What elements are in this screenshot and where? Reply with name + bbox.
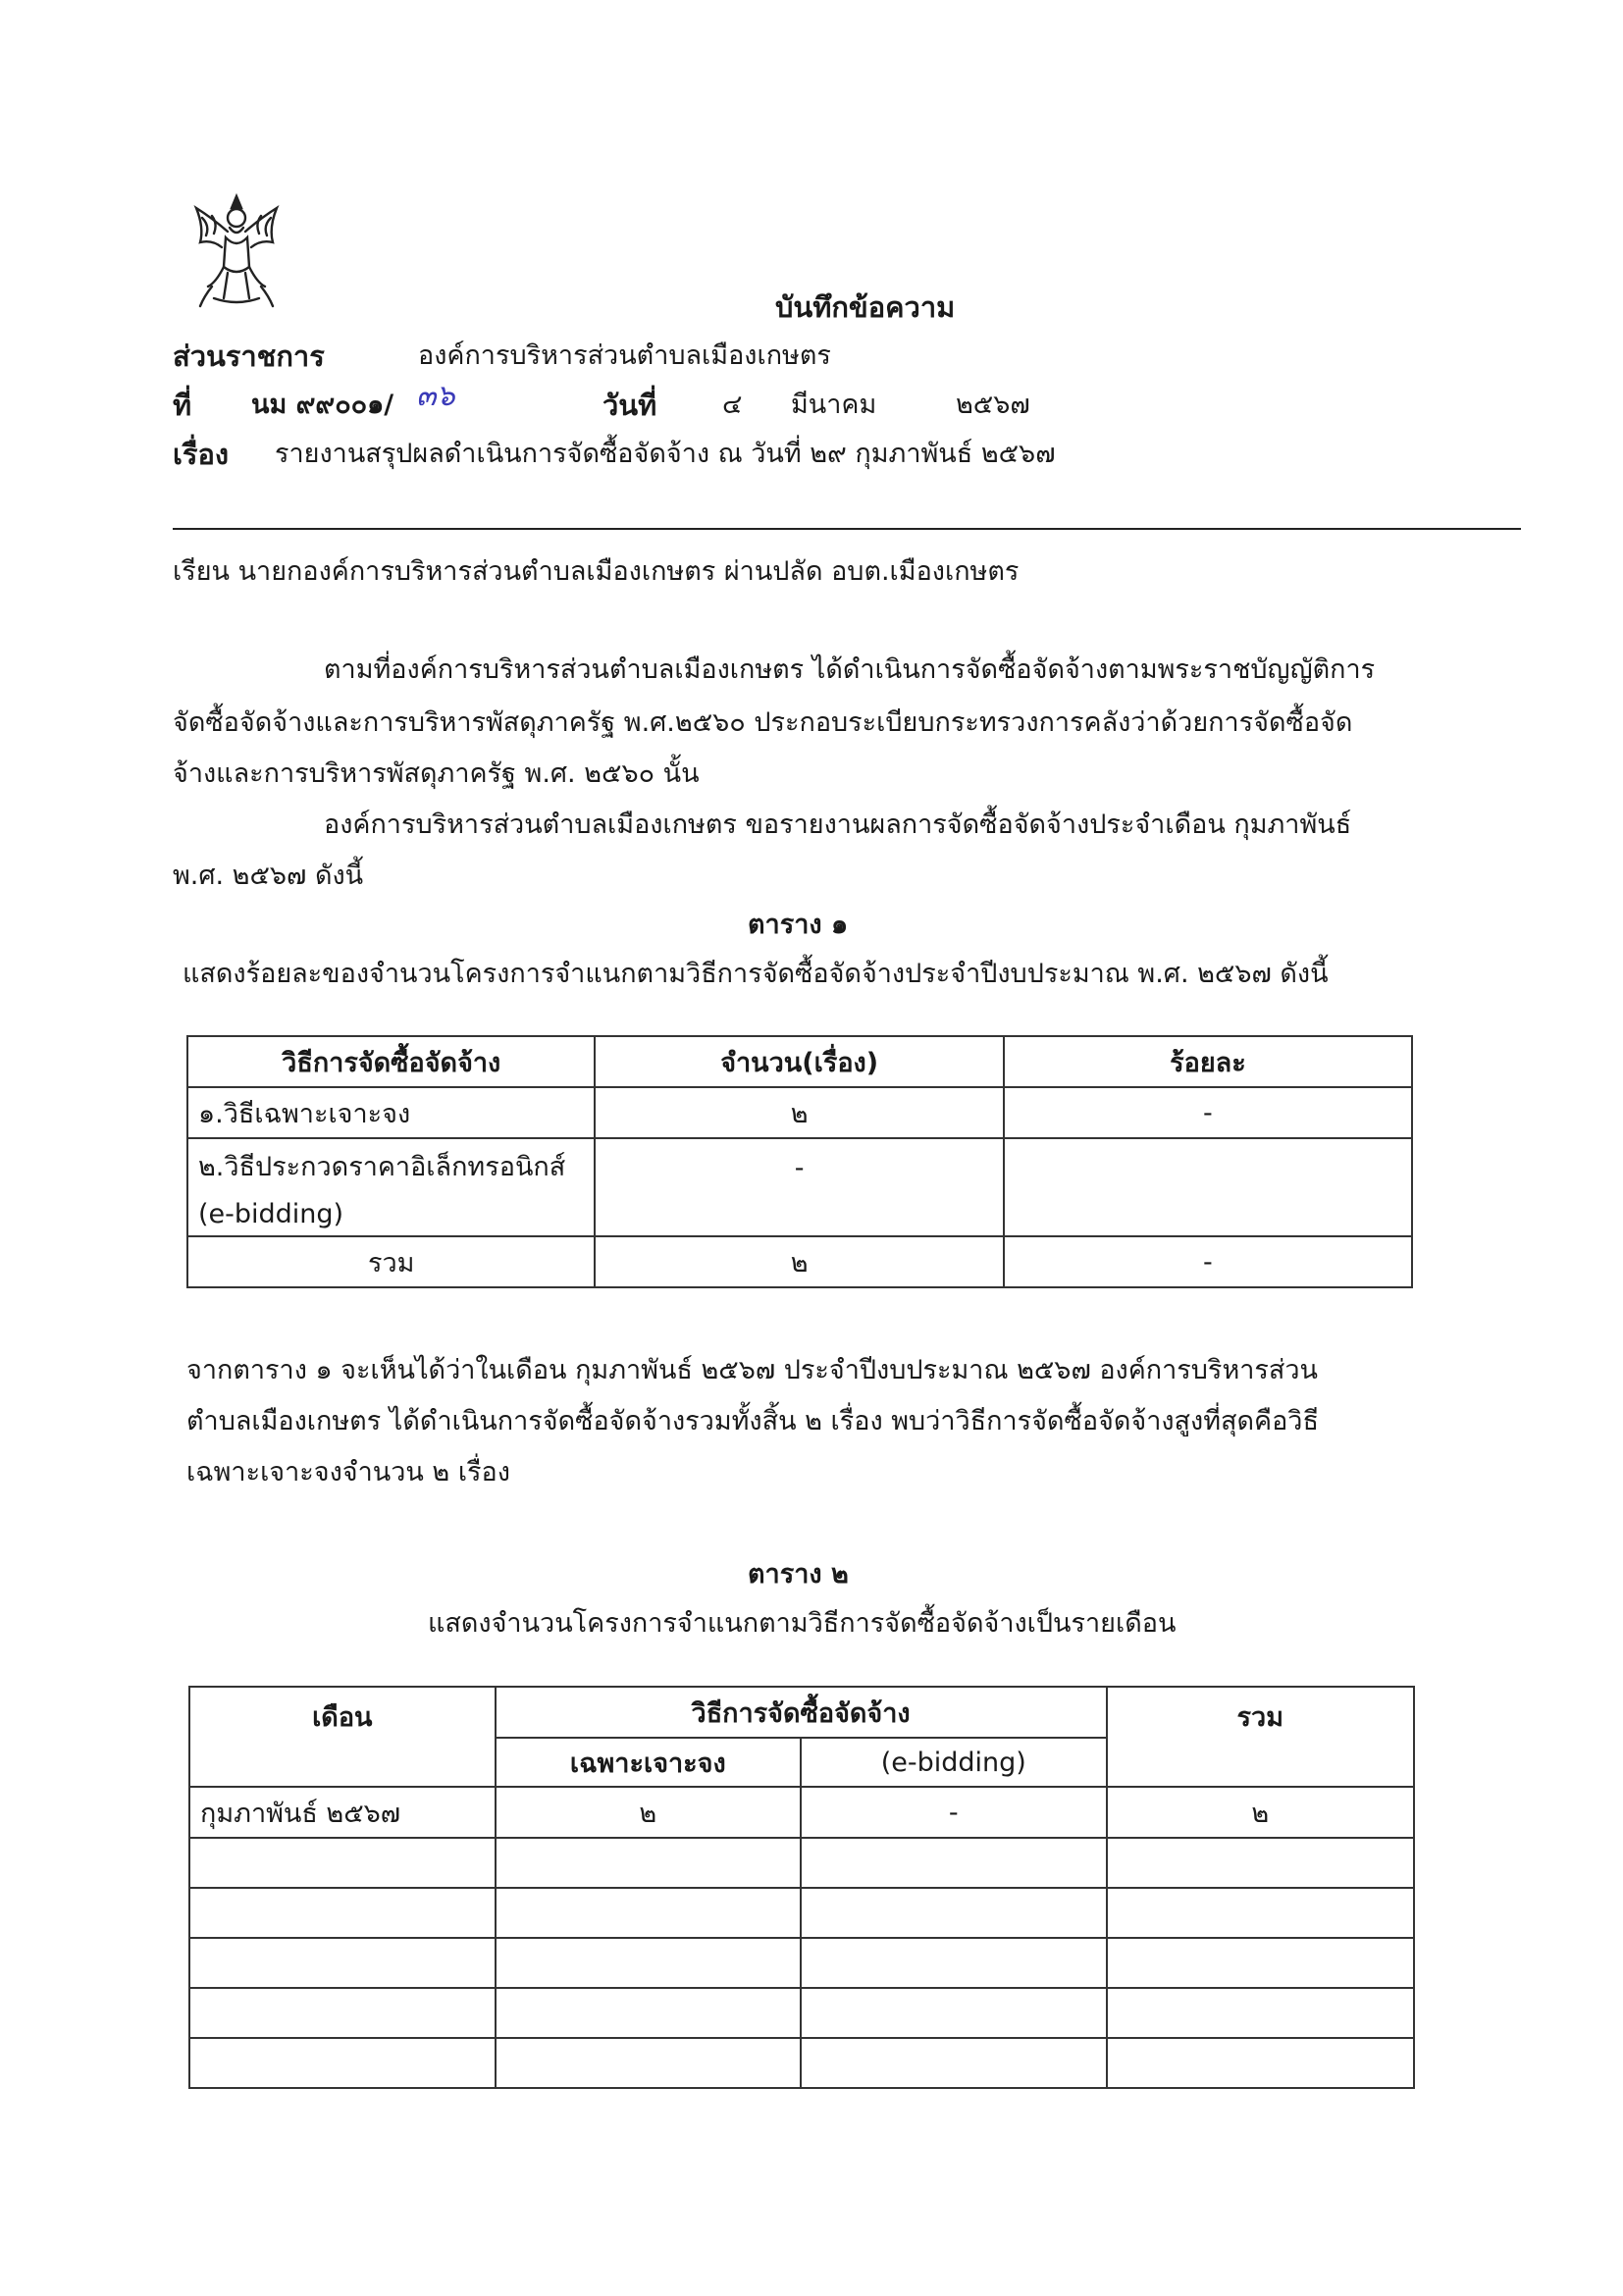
table2-header-month: เดือน	[189, 1687, 496, 1787]
table-cell: ๒	[595, 1236, 1003, 1287]
summary-line1: จากตาราง ๑ จะเห็นได้ว่าในเดือน กุมภาพันธ์ ๒๕๖๗ ประจำปีงบประมาณ ๒๕๖๗ องค์การบริหารส่วน	[186, 1355, 1318, 1385]
table2-caption: แสดงจำนวนโครงการจำแนกตามวิธีการจัดซื้อจัดจ้างเป็นรายเดือน	[428, 1608, 1177, 1639]
paragraph1-line2: จัดซื้อจัดจ้างและการบริหารพัสดุภาครัฐ พ.ศ.๒๕๖๐ ประกอบระเบียบกระทรวงการคลังว่าด้วยการจัดซื้อจัด	[173, 707, 1353, 738]
paragraph2-line2: พ.ศ. ๒๕๖๗ ดังนี้	[173, 861, 364, 891]
table-cell-line: ๒.วิธีประกวดราคาอิเล็กทรอนิกส์	[198, 1152, 566, 1182]
summary-line2: ตำบลเมืองเกษตร ได้ดำเนินการจัดซื้อจัดจ้างรวมทั้งสิ้น ๒ เรื่อง พบว่าวิธีการจัดซื้อจัดจ้างสูงที่สุดคือวิธี	[186, 1406, 1319, 1436]
ref-label: ที่	[173, 389, 192, 422]
table-row	[187, 1087, 1412, 1138]
table2-header-row	[189, 1687, 1414, 1738]
agency-name: องค์การบริหารส่วนตำบลเมืองเกษตร	[418, 340, 831, 371]
table2-header-specific: เฉพาะเจาะจง	[496, 1738, 801, 1787]
salutation: เรียน นายกองค์การบริหารส่วนตำบลเมืองเกษตร ผ่านปลัด อบต.เมืองเกษตร	[173, 556, 1020, 587]
agency-label: ส่วนราชการ	[173, 339, 325, 373]
table-cell: ๑.วิธีเฉพาะเจาะจง	[187, 1087, 595, 1138]
table-row	[189, 1938, 1414, 1988]
table2-header-ebidding: (e-bidding)	[801, 1738, 1107, 1787]
ref-handwritten: ๓๖	[416, 379, 455, 413]
table-cell	[1004, 1138, 1412, 1236]
summary-line3: เฉพาะเจาะจงจำนวน ๒ เรื่อง	[186, 1457, 510, 1487]
date-year: ๒๕๖๗	[956, 390, 1030, 420]
table-cell	[187, 1138, 595, 1236]
subject-text: รายงานสรุปผลดำเนินการจัดซื้อจัดจ้าง ณ วันที่ ๒๙ กุมภาพันธ์ ๒๕๖๗	[275, 439, 1056, 469]
ref-number: นม ๙๙๐๐๑/	[251, 390, 394, 420]
table2-header-total: รวม	[1107, 1687, 1414, 1787]
table-cell: กุมภาพันธ์ ๒๕๖๗	[189, 1787, 496, 1838]
table-cell: ๒	[595, 1087, 1003, 1138]
paragraph1-line3: จ้างและการบริหารพัสดุภาครัฐ พ.ศ. ๒๕๖๐ นั้น	[173, 758, 700, 789]
table-cell: -	[595, 1138, 1003, 1236]
table-row	[189, 1838, 1414, 1888]
table1	[186, 1035, 1413, 1288]
header-divider	[173, 528, 1521, 530]
table1-header-row	[187, 1036, 1412, 1087]
table2-title: ตาราง ๒	[748, 1559, 849, 1590]
table-cell: -	[801, 1787, 1107, 1838]
table-cell: ๒	[1107, 1787, 1414, 1838]
table-cell: -	[1004, 1087, 1412, 1138]
paragraph2-line1: องค์การบริหารส่วนตำบลเมืองเกษตร ขอรายงานผลการจัดซื้อจัดจ้างประจำเดือน กุมภาพันธ์	[324, 809, 1352, 840]
paragraph1-line1: ตามที่องค์การบริหารส่วนตำบลเมืองเกษตร ได้ดำเนินการจัดซื้อจัดจ้างตามพระราชบัญญัติการ	[324, 654, 1376, 685]
date-day: ๔	[722, 390, 743, 420]
table-row	[187, 1138, 1412, 1236]
table1-header: วิธีการจัดซื้อจัดจ้าง	[187, 1036, 595, 1087]
table2	[188, 1686, 1415, 2089]
date-month: มีนาคม	[791, 390, 877, 420]
date-label: วันที่	[602, 389, 657, 422]
memo-title: บันทึกข้อความ	[775, 290, 956, 324]
table-row	[189, 1988, 1414, 2038]
table1-header: ร้อยละ	[1004, 1036, 1412, 1087]
table-row	[189, 1787, 1414, 1838]
table-cell: รวม	[187, 1236, 595, 1287]
table1-title: ตาราง ๑	[748, 910, 849, 940]
table-row	[187, 1236, 1412, 1287]
garuda-emblem-icon	[183, 188, 290, 316]
table-cell: ๒	[496, 1787, 801, 1838]
table-row	[189, 2038, 1414, 2088]
table-cell-line: (e-bidding)	[198, 1199, 344, 1229]
table-row	[189, 1888, 1414, 1938]
table1-caption: แสดงร้อยละของจำนวนโครงการจำแนกตามวิธีการจัดซื้อจัดจ้างประจำปีงบประมาณ พ.ศ. ๒๕๖๗ ดังนี้	[183, 959, 1329, 989]
table1-header: จำนวน(เรื่อง)	[595, 1036, 1003, 1087]
subject-label: เรื่อง	[173, 438, 230, 471]
table2-header-method: วิธีการจัดซื้อจัดจ้าง	[496, 1687, 1107, 1738]
table-cell: -	[1004, 1236, 1412, 1287]
